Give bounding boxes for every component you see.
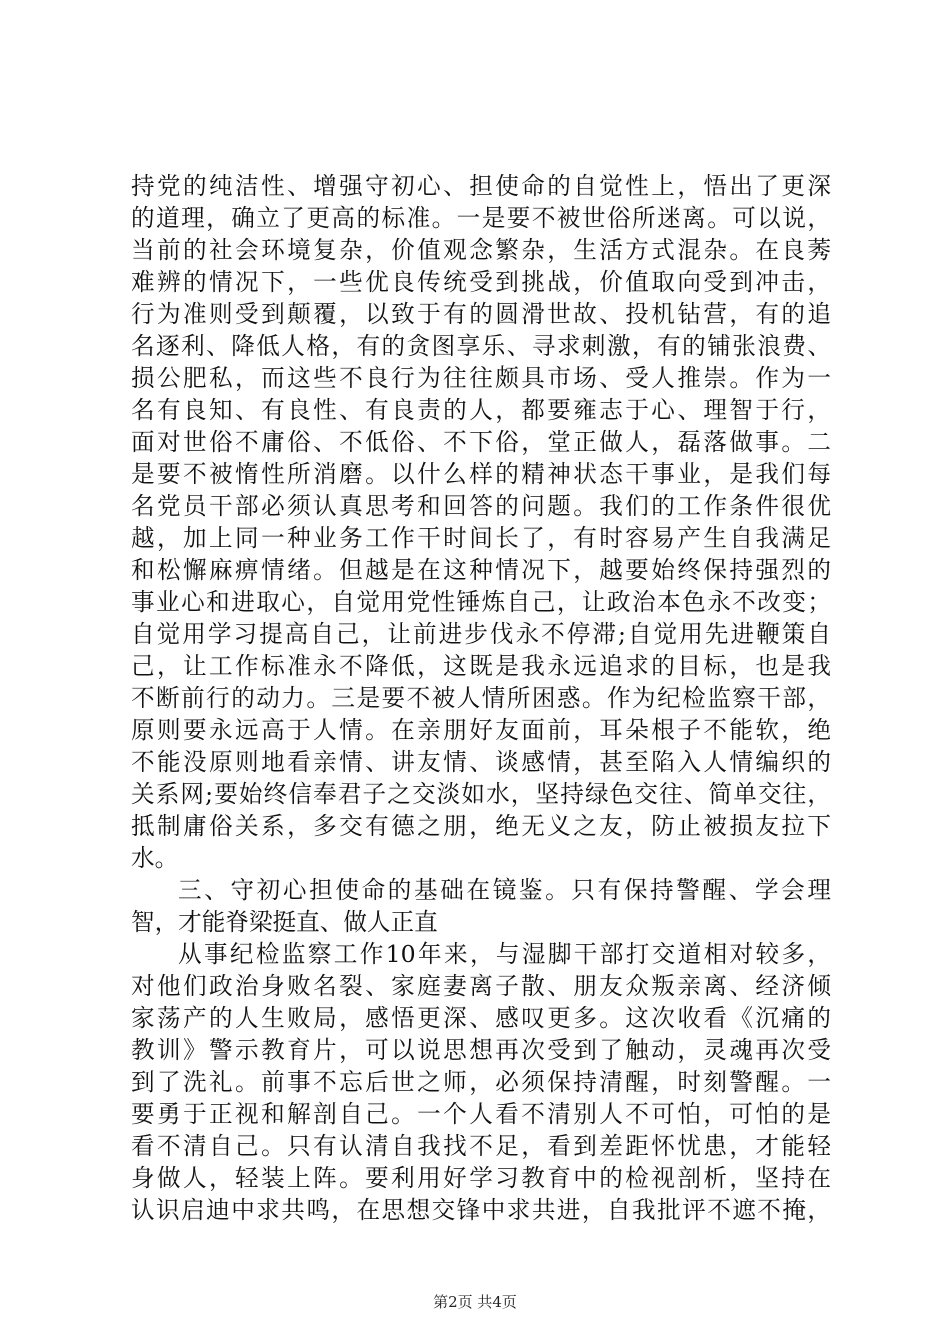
text-line: 原则要永远高于人情。在亲朋好友面前，耳朵根子不能软，绝: [131, 716, 831, 744]
text-line: 当前的社会环境复杂，价值观念繁杂，生活方式混杂。在良莠: [131, 236, 831, 264]
text-line: 越，加上同一种业务工作干时间长了，有时容易产生自我满足: [131, 524, 831, 552]
text-line: 名逐利、降低人格，有的贪图享乐、寻求刺激，有的铺张浪费、: [131, 332, 831, 360]
text-line: 智，才能脊梁挺直、做人正直: [131, 908, 438, 936]
text-line: 面对世俗不庸俗、不低俗、不下俗，堂正做人，磊落做事。二: [131, 428, 831, 456]
text-line: 要勇于正视和解剖自己。一个人看不清别人不可怕，可怕的是: [131, 1100, 831, 1128]
text-line: 名党员干部必须认真思考和回答的问题。我们的工作条件很优: [131, 492, 831, 520]
text-line: 事业心和进取心，自觉用党性锤炼自己，让政治本色永不改变；: [131, 588, 831, 616]
text-line: 教训》警示教育片，可以说思想再次受到了触动，灵魂再次受: [131, 1036, 831, 1064]
text-line: 是要不被惰性所消磨。以什么样的精神状态干事业，是我们每: [131, 460, 831, 488]
text-line: 不能没原则地看亲情、讲友情、谈感情，甚至陷入人情编织的: [131, 748, 831, 776]
text-line: 损公肥私，而这些不良行为往往颇具市场、受人推崇。作为一: [131, 364, 831, 392]
text-line: 家荡产的人生败局，感悟更深、感叹更多。这次收看《沉痛的: [131, 1004, 831, 1032]
text-line: 三、守初心担使命的基础在镜鉴。只有保持警醒、学会理: [178, 876, 831, 904]
text-line: 对他们政治身败名裂、家庭妻离子散、朋友众叛亲离、经济倾: [131, 972, 831, 1000]
text-line: 持党的纯洁性、增强守初心、担使命的自觉性上，悟出了更深: [131, 172, 831, 200]
text-line: 关系网;要始终信奉君子之交淡如水，坚持绿色交往、简单交往，: [131, 780, 831, 808]
text-line: 抵制庸俗关系，多交有德之朋，绝无义之友，防止被损友拉下: [131, 812, 831, 840]
text-line: 己，让工作标准永不降低，这既是我永远追求的目标，也是我: [131, 652, 831, 680]
text-line: 身做人，轻装上阵。要利用好学习教育中的检视剖析，坚持在: [131, 1164, 831, 1192]
text-line: 水。: [131, 844, 179, 872]
text-line: 难辨的情况下，一些优良传统受到挑战，价值取向受到冲击，: [131, 268, 831, 296]
text-line: 从事纪检监察工作10年来，与湿脚干部打交道相对较多，: [178, 940, 831, 968]
text-line: 看不清自己。只有认清自我找不足，看到差距怀忧患，才能轻: [131, 1132, 831, 1160]
text-line: 认识启迪中求共鸣，在思想交锋中求共进，自我批评不遮不掩，: [131, 1196, 831, 1224]
text-line: 名有良知、有良性、有良责的人，都要雍志于心、理智于行，: [131, 396, 831, 424]
text-line: 到了洗礼。前事不忘后世之师，必须保持清醒，时刻警醒。一: [131, 1068, 831, 1096]
text-line: 不断前行的动力。三是要不被人情所困惑。作为纪检监察干部，: [131, 684, 831, 712]
text-line: 的道理，确立了更高的标准。一是要不被世俗所迷离。可以说，: [131, 204, 831, 232]
text-line: 行为准则受到颠覆，以致于有的圆滑世故、投机钻营，有的追: [131, 300, 831, 328]
text-line: 自觉用学习提高自己，让前进步伐永不停滞;自觉用先进鞭策自: [131, 620, 831, 648]
page-number-footer: 第2页 共4页: [433, 1293, 517, 1311]
text-line: 和松懈麻痹情绪。但越是在这种情况下，越要始终保持强烈的: [131, 556, 831, 584]
document-body: [131, 170, 831, 1226]
